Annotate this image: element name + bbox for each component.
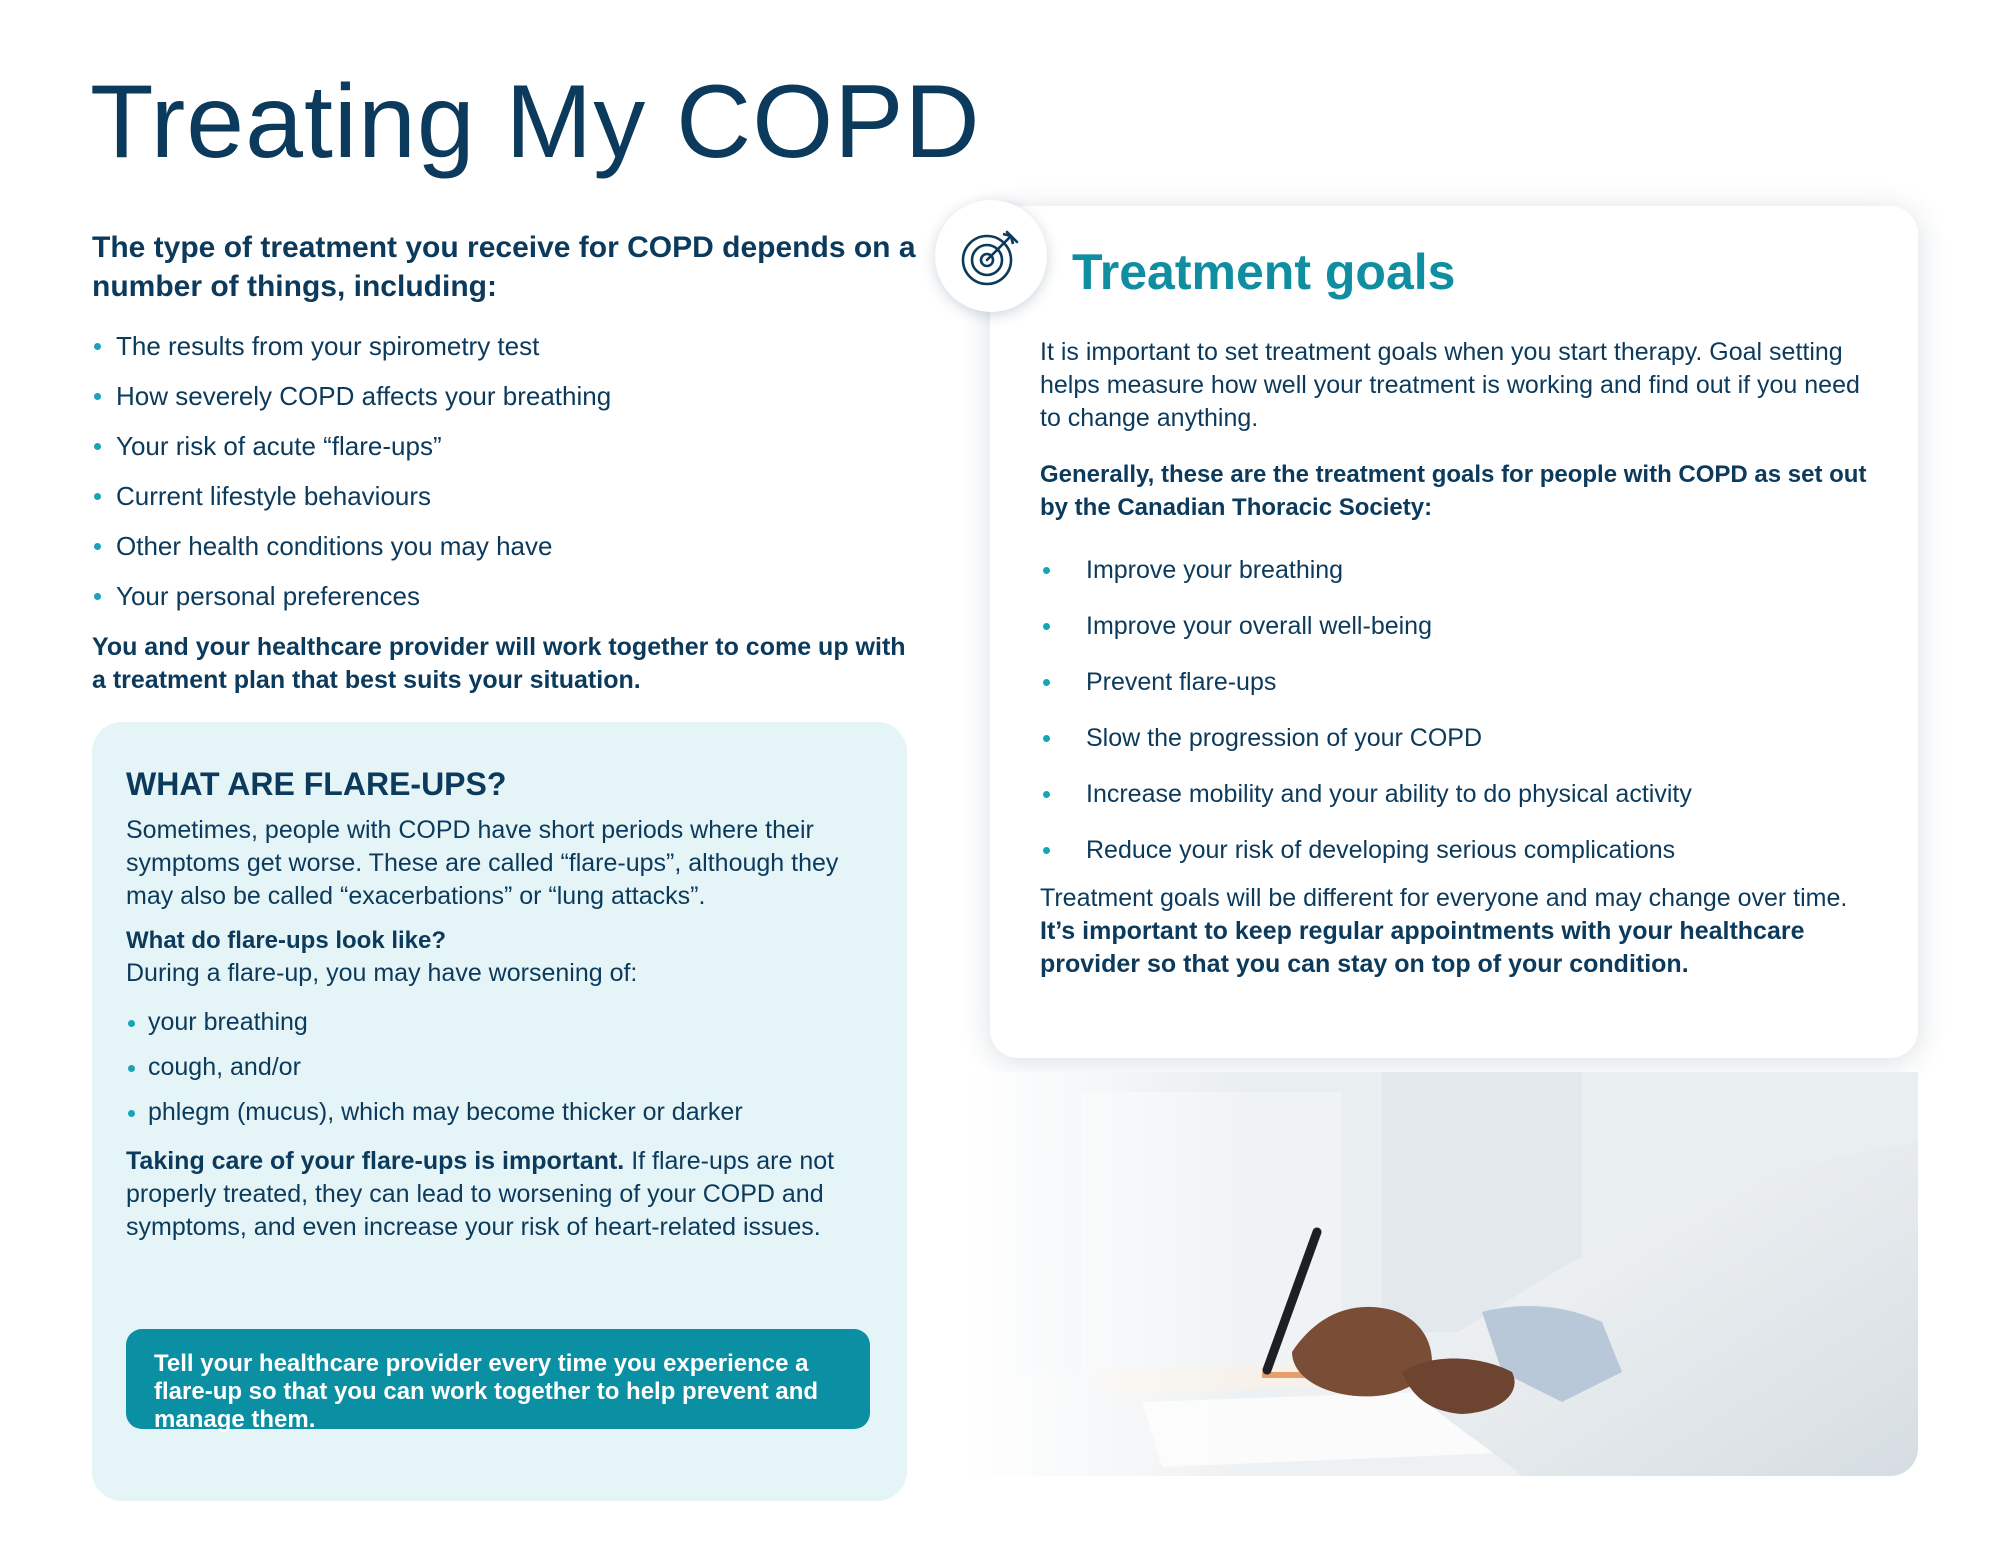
- doctor-writing-photo: [962, 1072, 1918, 1476]
- page-title: Treating My COPD: [90, 64, 981, 180]
- list-item: phlegm (mucus), which may become thicker or darker: [126, 1090, 873, 1135]
- treatment-goals-closing-bold: It’s important to keep regular appointments with your healthcare provider so that you can stay on top of your condition.: [1040, 917, 1805, 978]
- symptoms-list: [126, 1000, 873, 1135]
- treatment-factors-list: [92, 321, 922, 621]
- list-item: Slow the progression of your COPD: [1040, 710, 1880, 766]
- treatment-goals-closing-plain: Treatment goals will be different for everyone and may change over time.: [1040, 884, 1848, 912]
- treatment-goals-list: [1040, 542, 1880, 878]
- list-item: cough, and/or: [126, 1045, 873, 1090]
- flare-ups-panel: [92, 722, 907, 1501]
- flare-ups-care-bold: Taking care of your flare-ups is important.: [126, 1147, 625, 1175]
- intro-section: [92, 228, 922, 697]
- flare-ups-subheading-desc: During a flare-up, you may have worsening of:: [126, 959, 638, 987]
- list-item: Reduce your risk of developing serious complications: [1040, 822, 1880, 878]
- treatment-goals-closing: [1040, 882, 1880, 981]
- list-item: Your personal preferences: [92, 571, 922, 621]
- flare-ups-care-text: [126, 1145, 873, 1244]
- treatment-goals-title: Treatment goals: [1072, 244, 1456, 300]
- flare-ups-subheading: What do flare-ups look like?: [126, 927, 447, 954]
- flare-ups-description: Sometimes, people with COPD have short periods where their symptoms get worse. These are called “flare-ups”, although they may also be called “exacerbations” or “lung attacks”.: [126, 816, 839, 910]
- list-item: The results from your spirometry test: [92, 321, 922, 371]
- list-item: Improve your overall well-being: [1040, 598, 1880, 654]
- target-icon: [959, 224, 1023, 288]
- list-item: Your risk of acute “flare-ups”: [92, 421, 922, 471]
- treatment-goals-card: [990, 206, 1918, 1058]
- treatment-goals-lead: Generally, these are the treatment goals for people with COPD as set out by the Canadian Thoracic Society:: [1040, 461, 1867, 521]
- list-item: Current lifestyle behaviours: [92, 471, 922, 521]
- flare-ups-care-rest: If flare-ups are not properly treated, they can lead to worsening of your COPD and symptoms, and even increase your risk of heart-related issues.: [126, 1147, 835, 1241]
- list-item: Prevent flare-ups: [1040, 654, 1880, 710]
- intro-closing: You and your healthcare provider will work together to come up with a treatment plan that best suits your situation.: [92, 633, 906, 694]
- flare-ups-callout: Tell your healthcare provider every time you experience a flare-up so that you can work together to help prevent and manage them.: [126, 1329, 870, 1429]
- list-item: Increase mobility and your ability to do physical activity: [1040, 766, 1880, 822]
- flare-ups-heading: WHAT ARE FLARE-UPS?: [126, 766, 507, 802]
- list-item: Improve your breathing: [1040, 542, 1880, 598]
- treatment-goals-description: It is important to set treatment goals when you start therapy. Goal setting helps measure how well your treatment is working and find out if you need to change anything.: [1040, 338, 1860, 432]
- list-item: your breathing: [126, 1000, 873, 1045]
- target-icon-badge: [935, 200, 1047, 312]
- doctor-writing-illustration: [962, 1072, 1918, 1476]
- list-item: Other health conditions you may have: [92, 521, 922, 571]
- intro-lead: The type of treatment you receive for COPD depends on a number of things, including:: [92, 231, 916, 303]
- list-item: How severely COPD affects your breathing: [92, 371, 922, 421]
